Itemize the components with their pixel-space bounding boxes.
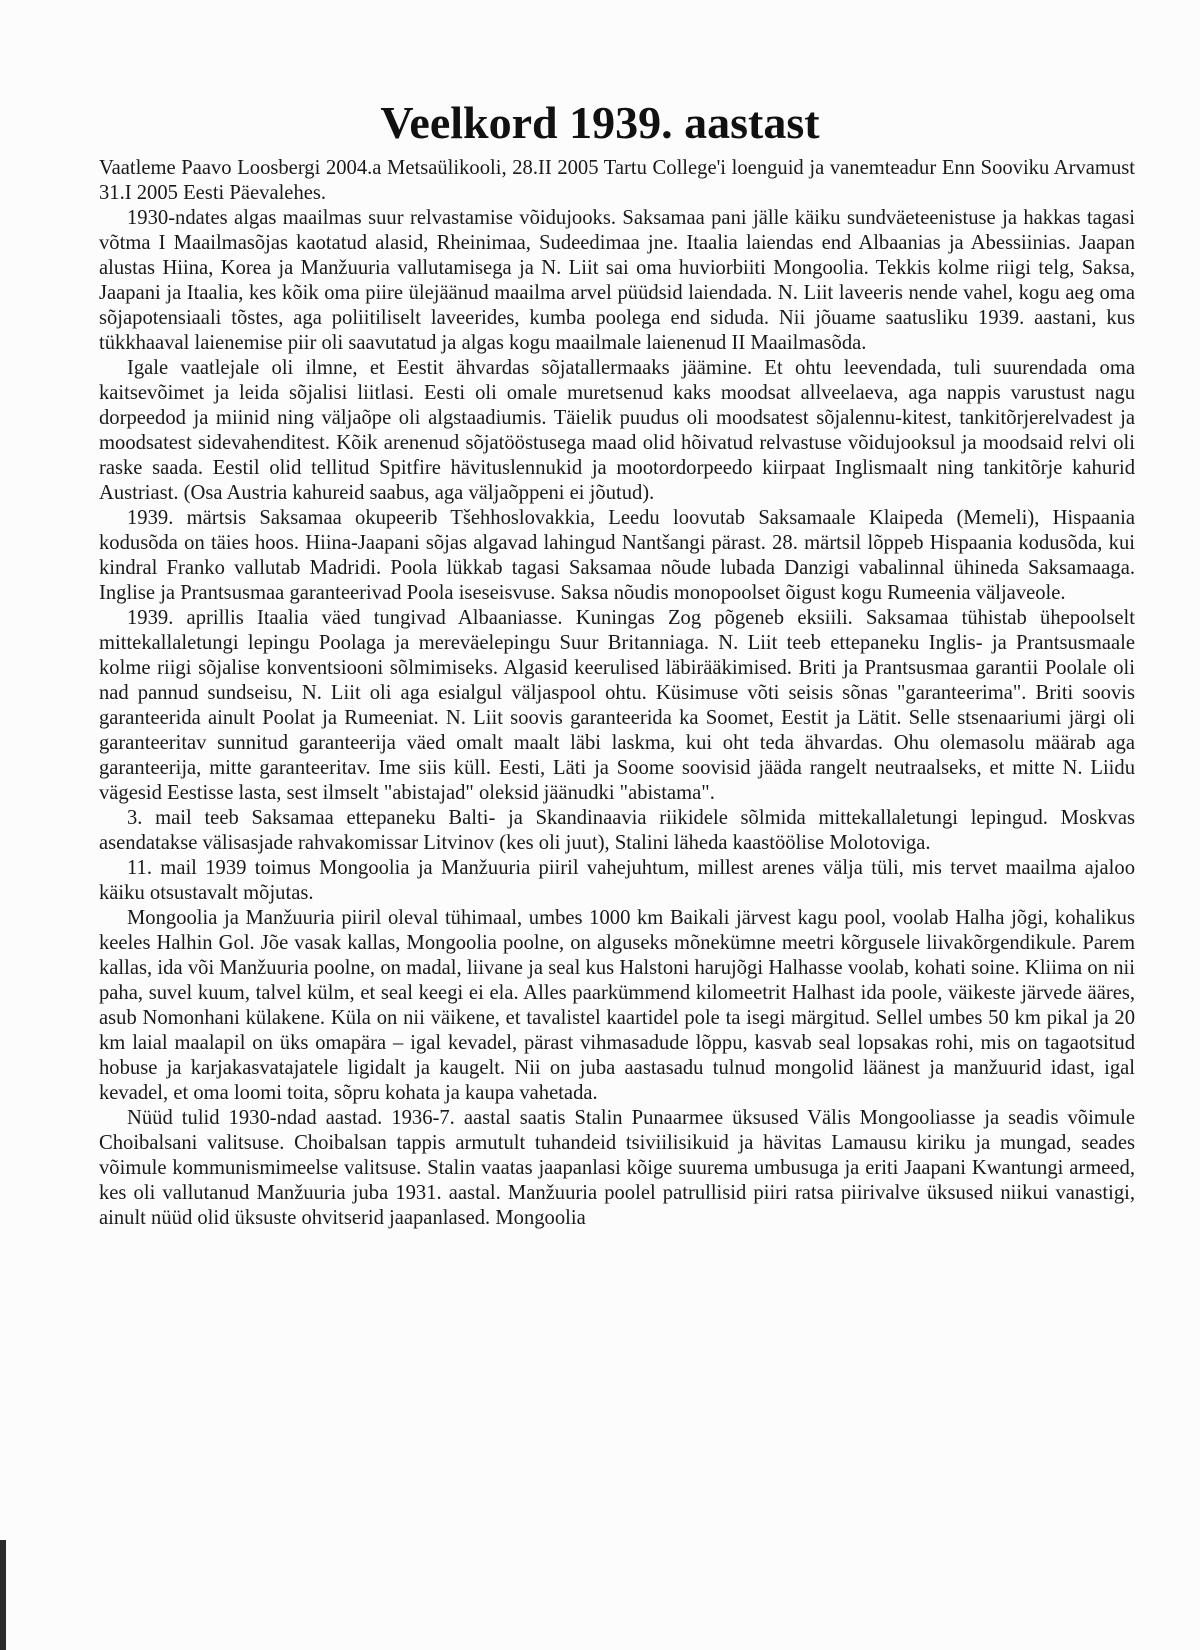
scan-edge-shadow	[0, 1540, 6, 1650]
paragraph: Mongoolia ja Manžuuria piiril oleval tühimaal, umbes 1000 km Baikali järvest kagu pool, voolab Halha jõgi, kohalikus keeles Halhin Gol. Jõe vasak kallas, Mongoolia poolne, on alguseks mõnekümne meetri kõrgusele liivakõrgendikule. Parem kallas, ida või Manžuuria poolne, on madal, liivane ja seal kus Halstoni harujõgi Halhasse voolab, kohati soine. Kliima on nii paha, suvel kuum, talvel külm, et seal keegi ei ela. Alles paarkümmend kilomeetrit Halhast ida poole, väikeste järvede ääres, asub Nomonhani külakene. Küla on nii väikene, et tavalistel kaartidel pole ta isegi märgitud. Sellel umbes 50 km pikal ja 20 km laial maalapil on üks omapära – igal kevadel, pärast vihmasadude lõppu, kasvab seal lopsakas rohi, mis on tagaotsitud hobuse ja karjakasvatajatele ligidalt ja kaugelt. Nii on juba aastasadu tulnud mongolid läänest ja manžuurid idast, igal kevadel, et oma loomi toita, sõpru kohata ja kaupa vahetada.	[99, 907, 1135, 1104]
document-body	[99, 156, 1135, 1231]
paragraph: 1930-ndates algas maailmas suur relvastamise võidujooks. Saksamaa pani jälle käiku sundväeteenistuse ja hakkas tagasi võtma I Maailmasõjas kaotatud alasid, Rheinimaa, Sudeedimaa jne. Itaalia laiendas end Albaanias ja Abessiinias. Jaapan alustas Hiina, Korea ja Manžuuria vallutamisega ja N. Liit sai oma huviorbiiti Mongoolia. Tekkis kolme riigi telg, Saksa, Jaapani ja Itaalia, kes kõik oma piire ülejäänud maailma arvel püüdsid laiendada. N. Liit laveeris nende vahel, kogu aeg oma sõjapotensiaali tõstes, aga poliitiliselt laveerides, kumba poolega end siduda. Nii jõuame saatusliku 1939. aastani, kus tükkhaaval laienemise piir oli saavutatud ja algas kogu maailmale laienenud II Maailmasõda.	[99, 207, 1135, 354]
paragraph-intro: Vaatleme Paavo Loosbergi 2004.a Metsaülikooli, 28.II 2005 Tartu College'i loenguid ja vanemteadur Enn Sooviku Arvamust 31.I 2005 Eesti Päevalehes.	[99, 157, 1135, 204]
paragraph: 1939. märtsis Saksamaa okupeerib Tšehhoslovakkia, Leedu loovutab Saksamaale Klaipeda (Memeli), Hispaania kodusõda on täies hoos. Hiina-Jaapani sõjas algavad lahingud Nantšangi pärast. 28. märtsil lõppeb Hispaania kodusõda, kui kindral Franko vallutab Madridi. Poola lükkab tagasi Saksamaa nõude lubada Danzigi vabalinnal ühineda Saksamaaga. Inglise ja Prantsusmaa garanteerivad Poola iseseisvuse. Saksa nõudis monopoolset õigust kogu Rumeenia väljaveole.	[99, 507, 1135, 604]
document-title: Veelkord 1939. aastast	[380, 97, 820, 148]
paragraph: 11. mail 1939 toimus Mongoolia ja Manžuuria piiril vahejuhtum, millest arenes välja tüli, mis tervet maailma ajaloo käiku otsustavalt mõjutas.	[99, 857, 1135, 904]
paragraph: Igale vaatlejale oli ilmne, et Eestit ähvardas sõjatallermaaks jäämine. Et ohtu leevendada, tuli suurendada oma kaitsevõimet ja leida sõjalisi liitlasi. Eesti oli omale muretsenud kaks moodsat allveelaeva, aga nappis varustust nagu dorpeedod ja miinid ning väljaõpe oli algstaadiumis. Täielik puudus oli moodsatest sõjalennu-kitest, tankitõrjerelvadest ja moodsatest sidevahenditest. Kõik arenenud sõjatööstusega maad olid hõivatud relvastuse võidujooksul ja moodsaid relvi oli raske saada. Eestil olid tellitud Spitfire hävituslennukid ja mootordorpeedo kiirpaat Inglismaalt ning tankitõrje kahurid Austriast. (Osa Austria kahureid saabus, aga väljaõppeni ei jõutud).	[99, 357, 1135, 504]
paragraph: 3. mail teeb Saksamaa ettepaneku Balti- ja Skandinaavia riikidele sõlmida mittekallaletungi lepingud. Moskvas asendatakse välisasjade rahvakomissar Litvinov (kes oli juut), Stalini läheda kaastöölise Molotoviga.	[99, 807, 1135, 854]
paragraph: 1939. aprillis Itaalia väed tungivad Albaaniasse. Kuningas Zog põgeneb eksiili. Saksamaa tühistab ühepoolselt mittekallaletungi lepingu Poolaga ja mereväelepingu Suur Britanniaga. N. Liit teeb ettepaneku Inglis- ja Prantsusmaale kolme riigi sõjalise konventsiooni sõlmimiseks. Algasid keerulised läbirääkimised. Briti ja Prantsusmaa garantii Poolale oli nad pannud sundseisu, N. Liit oli aga esialgul väljaspool ohtu. Küsimuse võti seisis sõnas "garanteerima". Briti soovis garanteerida ainult Poolat ja Rumeeniat. N. Liit soovis garanteerida ka Soomet, Eestit ja Lätit. Selle stsenaariumi järgi oli garanteeritav sunnitud garanteerija väed omalt maalt läbi laskma, kui oht teda ähvardas. Ohu olemasolu määrab aga garanteerija, mitte garanteeritav. Ime siis küll. Eesti, Läti ja Soome soovisid jääda rangelt neutraalseks, et mitte N. Liidu vägesid Eestisse lasta, sest ilmselt "abistajad" oleksid jäänudki "abistama".	[99, 607, 1135, 804]
paragraph: Nüüd tulid 1930-ndad aastad. 1936-7. aastal saatis Stalin Punaarmee üksused Välis Mongooliasse ja seadis võimule Choibalsani valitsuse. Choibalsan tappis armutult tuhandeid tsiviilisikuid ja hävitas Lamausu kiriku ja mungad, seades võimule kommunismimeelse valitsuse. Stalin vaatas jaapanlasi kõige suurema umbusuga ja eriti Jaapani Kwantungi armeed, kes oli vallutanud Manžuuria juba 1931. aastal. Manžuuria poolel patrullisid piiri ratsa piirivalve üksused niikui vanastigi, ainult nüüd olid üksuste ohvitserid jaapanlased. Mongoolia	[99, 1107, 1135, 1229]
